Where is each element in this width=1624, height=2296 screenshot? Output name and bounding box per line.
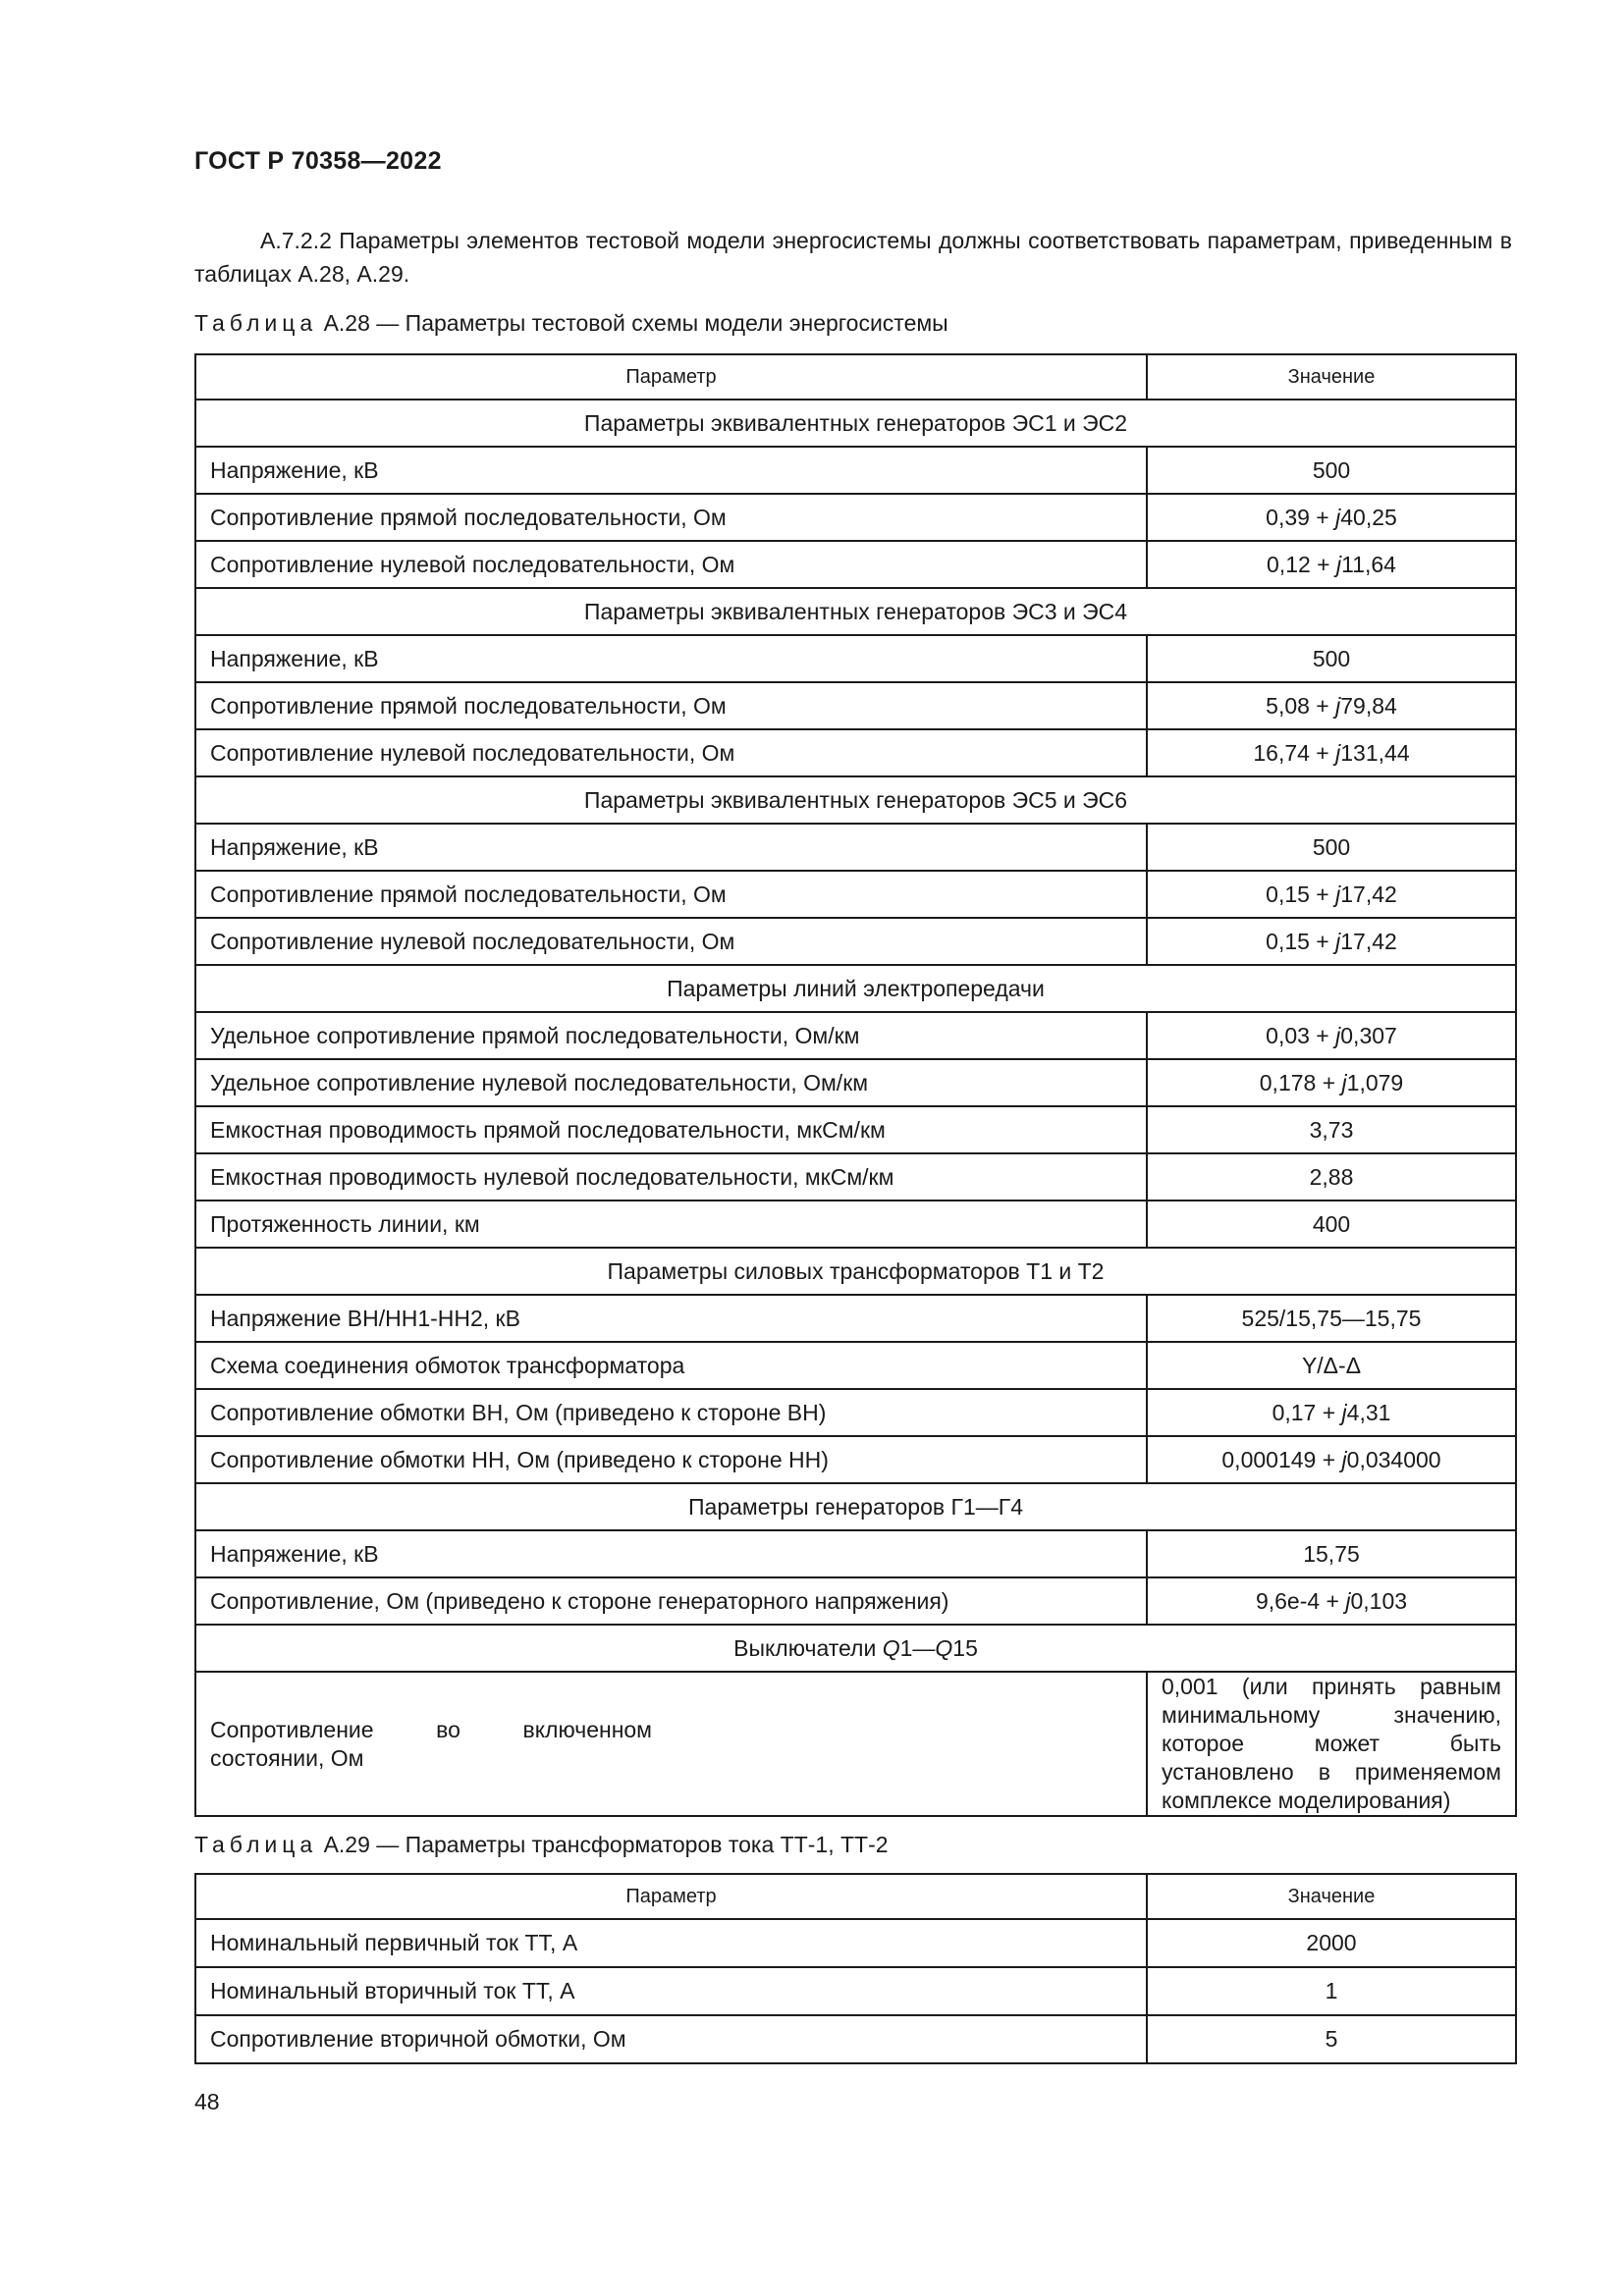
switches-title-prefix: Выключатели — [733, 1634, 883, 1661]
parameter-cell: Емкостная проводимость нулевой последовательности, мкСм/км — [195, 1153, 1147, 1201]
imaginary-unit: j — [1345, 1587, 1351, 1614]
parameter-cell — [195, 1672, 1147, 1816]
table-row — [195, 824, 1516, 871]
intro-paragraph: А.7.2.2 Параметры элементов тестовой модели энергосистемы должны соответствовать параметрам, приведенным в таблицах А.28, А.29. — [194, 228, 1512, 287]
parameter-cell: Емкостная проводимость прямой последовательности, мкСм/км — [195, 1106, 1147, 1153]
value-cell: 2,88 — [1147, 1153, 1516, 1201]
table-row — [195, 1967, 1516, 2015]
switches-title-mid: 1— — [899, 1634, 936, 1661]
table-row — [195, 1106, 1516, 1153]
section-header-row — [195, 1248, 1516, 1295]
table-row — [195, 541, 1516, 588]
table-a28-caption-label: Таблица — [194, 310, 318, 336]
parameter-cell: Номинальный первичный ток ТТ, А — [195, 1919, 1147, 1967]
parameter-cell: Протяженность линии, км — [195, 1201, 1147, 1248]
imaginary-unit: j — [1335, 928, 1341, 954]
table-a29-caption-label: Таблица — [194, 1832, 318, 1857]
parameter-cell: Напряжение ВН/НН1-НН2, кВ — [195, 1295, 1147, 1342]
parameter-text: Сопротивление во включенном состоянии, Ом — [210, 1716, 652, 1771]
table-row — [195, 1436, 1516, 1483]
imaginary-unit: j — [1335, 504, 1341, 530]
value-cell: 0,15 + j17,42 — [1147, 918, 1516, 965]
table-row — [195, 635, 1516, 682]
value-cell: 500 — [1147, 447, 1516, 494]
value-cell: 0,03 + j0,307 — [1147, 1012, 1516, 1059]
imaginary-unit: j — [1335, 739, 1341, 766]
imaginary-unit: j — [1341, 1446, 1347, 1472]
table-row — [195, 1389, 1516, 1436]
parameter-cell: Удельное сопротивление нулевой последовательности, Ом/км — [195, 1059, 1147, 1106]
section-title: Параметры линий электропередачи — [195, 965, 1516, 1012]
table-row — [195, 918, 1516, 965]
parameters-table-a28 — [194, 353, 1517, 1817]
section-title: Параметры эквивалентных генераторов ЭС5 и ЭС6 — [195, 776, 1516, 824]
column-header-value: Значение — [1147, 1874, 1516, 1919]
table-row — [195, 1342, 1516, 1389]
value-cell: 0,17 + j4,31 — [1147, 1389, 1516, 1436]
switches-title-q: Q — [882, 1634, 900, 1661]
parameter-cell: Удельное сопротивление прямой последовательности, Ом/км — [195, 1012, 1147, 1059]
section-title: Параметры генераторов Г1—Г4 — [195, 1483, 1516, 1530]
value-cell: 0,12 + j11,64 — [1147, 541, 1516, 588]
parameter-cell: Сопротивление прямой последовательности, Ом — [195, 682, 1147, 729]
imaginary-unit: j — [1335, 881, 1341, 907]
table-a28-caption — [194, 310, 948, 337]
section-title: Параметры эквивалентных генераторов ЭС1 и ЭС2 — [195, 400, 1516, 447]
table-row — [195, 682, 1516, 729]
parameter-cell: Сопротивление вторичной обмотки, Ом — [195, 2015, 1147, 2063]
table-row — [195, 1577, 1516, 1625]
table-row — [195, 1919, 1516, 1967]
switches-title-end: 15 — [952, 1634, 978, 1661]
value-cell: 0,39 + j40,25 — [1147, 494, 1516, 541]
section-title: Параметры эквивалентных генераторов ЭС3 и ЭС4 — [195, 588, 1516, 635]
section-title-switches — [195, 1625, 1516, 1672]
imaginary-unit: j — [1341, 1399, 1347, 1425]
section-header-row — [195, 400, 1516, 447]
section-title: Параметры силовых трансформаторов Т1 и Т2 — [195, 1248, 1516, 1295]
table-row — [195, 1530, 1516, 1577]
parameter-cell: Схема соединения обмоток трансформатора — [195, 1342, 1147, 1389]
section-header-row — [195, 965, 1516, 1012]
value-cell: Y/Δ-Δ — [1147, 1342, 1516, 1389]
value-cell: 15,75 — [1147, 1530, 1516, 1577]
value-cell: 1 — [1147, 1967, 1516, 2015]
value-cell: 5,08 + j79,84 — [1147, 682, 1516, 729]
table-row — [195, 494, 1516, 541]
value-cell: 2000 — [1147, 1919, 1516, 1967]
value-cell: 400 — [1147, 1201, 1516, 1248]
parameter-cell: Сопротивление обмотки ВН, Ом (приведено к стороне ВН) — [195, 1389, 1147, 1436]
value-cell: 0,178 + j1,079 — [1147, 1059, 1516, 1106]
value-cell: 500 — [1147, 824, 1516, 871]
table-row — [195, 1059, 1516, 1106]
value-cell: 9,6e-4 + j0,103 — [1147, 1577, 1516, 1625]
table-row — [195, 1153, 1516, 1201]
section-header-row — [195, 1625, 1516, 1672]
value-cell: 525/15,75—15,75 — [1147, 1295, 1516, 1342]
table-row — [195, 871, 1516, 918]
table-a28-caption-text: А.28 — Параметры тестовой схемы модели энергосистемы — [317, 310, 948, 336]
column-header-value: Значение — [1147, 354, 1516, 400]
imaginary-unit: j — [1335, 692, 1341, 719]
parameter-cell: Сопротивление, Ом (приведено к стороне генераторного напряжения) — [195, 1577, 1147, 1625]
table-header-row — [195, 354, 1516, 400]
value-cell: 16,74 + j131,44 — [1147, 729, 1516, 776]
parameter-cell: Напряжение, кВ — [195, 1530, 1147, 1577]
imaginary-unit: j — [1341, 1069, 1347, 1095]
parameter-cell: Напряжение, кВ — [195, 824, 1147, 871]
imaginary-unit: j — [1335, 1022, 1341, 1048]
parameter-cell: Напряжение, кВ — [195, 447, 1147, 494]
switches-title-q: Q — [935, 1634, 953, 1661]
parameter-cell: Напряжение, кВ — [195, 635, 1147, 682]
column-header-parameter: Параметр — [195, 354, 1147, 400]
column-header-parameter: Параметр — [195, 1874, 1147, 1919]
value-cell: 0,001 (или принять равным минимальному значению, которое может быть установлено в применяемом комплексе моделирования) — [1147, 1672, 1516, 1816]
table-a29-caption-text: А.29 — Параметры трансформаторов тока ТТ-1, ТТ-2 — [317, 1832, 889, 1857]
table-row — [195, 1295, 1516, 1342]
parameters-table-a29 — [194, 1873, 1517, 2064]
parameter-cell: Сопротивление прямой последовательности, Ом — [195, 494, 1147, 541]
table-header-row — [195, 1874, 1516, 1919]
value-cell: 0,15 + j17,42 — [1147, 871, 1516, 918]
value-cell: 3,73 — [1147, 1106, 1516, 1153]
parameter-cell: Сопротивление нулевой последовательности, Ом — [195, 729, 1147, 776]
parameter-cell: Номинальный вторичный ток ТТ, А — [195, 1967, 1147, 2015]
table-row — [195, 1672, 1516, 1816]
table-a29-body — [195, 1919, 1516, 2063]
section-header-row — [195, 1483, 1516, 1530]
table-a28-body — [195, 400, 1516, 1816]
table-row — [195, 2015, 1516, 2063]
table-a29-caption — [194, 1832, 889, 1858]
parameter-cell: Сопротивление прямой последовательности, Ом — [195, 871, 1147, 918]
parameter-cell: Сопротивление обмотки НН, Ом (приведено к стороне НН) — [195, 1436, 1147, 1483]
parameter-cell: Сопротивление нулевой последовательности, Ом — [195, 918, 1147, 965]
page-number: 48 — [194, 2089, 220, 2114]
table-row — [195, 729, 1516, 776]
table-row — [195, 1201, 1516, 1248]
section-header-row — [195, 776, 1516, 824]
value-cell: 0,000149 + j0,034000 — [1147, 1436, 1516, 1483]
parameter-cell: Сопротивление нулевой последовательности, Ом — [195, 541, 1147, 588]
value-cell: 5 — [1147, 2015, 1516, 2063]
section-header-row — [195, 588, 1516, 635]
table-row — [195, 1012, 1516, 1059]
table-row — [195, 447, 1516, 494]
document-header: ГОСТ Р 70358—2022 — [194, 147, 442, 175]
imaginary-unit: j — [1336, 551, 1342, 577]
value-cell: 500 — [1147, 635, 1516, 682]
